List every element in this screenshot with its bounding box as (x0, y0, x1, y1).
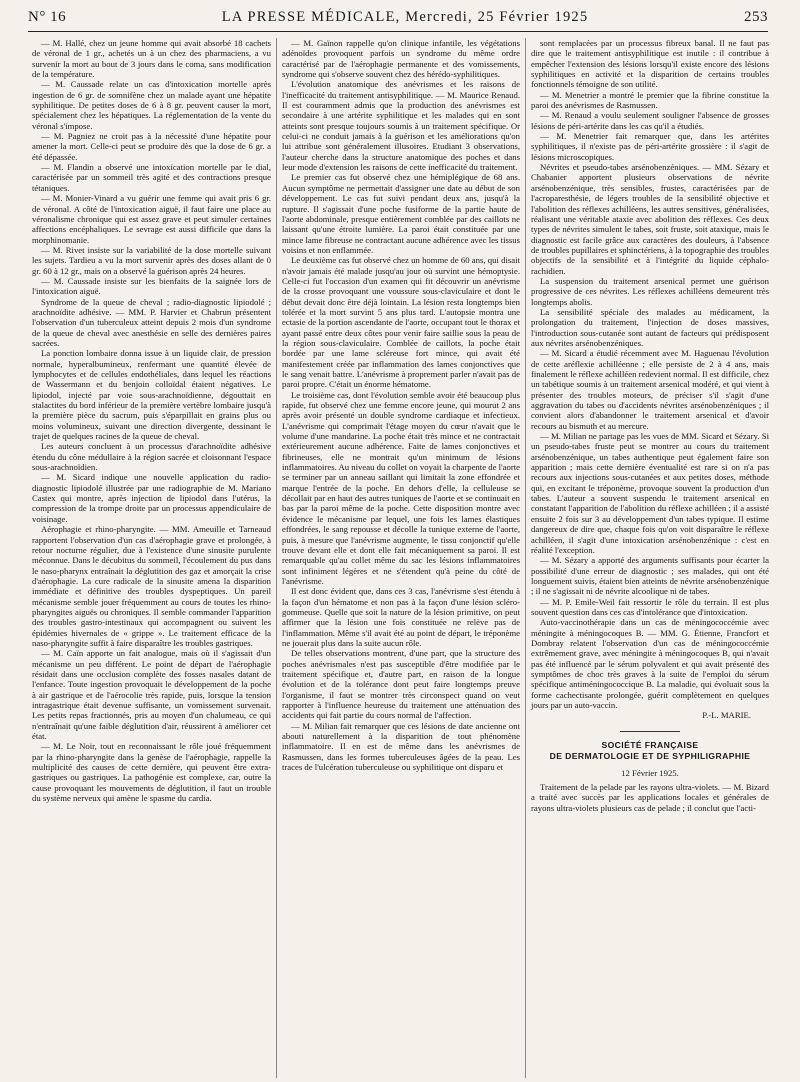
society-name-line2: DE DERMATOLOGIE ET DE SYPHILIGRAPHIE (549, 750, 751, 761)
paragraph: — M. Sicard indique une nouvelle application du radio-diagnostic lipiodolé illustrée par une radiographie de M. Mariano Castex qui montre, après injection de lipiodol dans l'utérus, la compression de la trompe droite par un processus appendiculaire de voisinage. (32, 472, 271, 524)
paragraph: — M. Sézary a apporté des arguments suffisants pour écarter la possibilité d'une erreur de diagnostic ; ses malades, qui ont été longuement suivis, étaient bien atteints de névrite arsénobenzénique ; il ne s'agissait ni de névrite alcoolique ni de tabes. (531, 555, 769, 597)
paragraph: Traitement de la pelade par les rayons ultra-violets. — M. Bizard a traité avec succès par les applications locales et générales de rayons ultra-violets plusieurs cas de pelade ; il conclut que l'acti- (531, 782, 769, 813)
header-rule (28, 31, 768, 32)
column-3-paragraphs (531, 38, 769, 710)
paragraph: Auto-vaccinothérapie dans un cas de méningococcémie avec méningite à méningocoques B. — MM. G. Étienne, Francfort et Dombray relatent l'observation d'un cas de méningococcémie extrêmement grave, avec méningite à méningocoques B, qui n'avait pas été influencé par le sérum polyvalent et qui avait présenté des symptômes de choc très graves à la suite de l'emploi du sérum spécifique antiméningococcique B. La maladie, qui évoluait sous la forme cachectisante prolongée, guérit complètement en quelques jours par un auto-vaccin. (531, 617, 769, 710)
issue-number: N° 16 (28, 8, 67, 25)
paragraph: — M. Renaud a voulu seulement souligner l'absence de grosses lésions de péri-artérite dans les cas qu'il a étudiés. (531, 110, 769, 131)
paragraph: — M. Le Noir, tout en reconnaissant le rôle joué fréquemment par la rhino-pharyngite dans la genèse de l'aérophagie, rappelle la multiplicité des causes de cette dernière, qui peuvent être extra-gastriques ou gastriques. La pathogénie est complexe, car, outre la cause provoquant les mouvements de déglutition, il faut un trouble du système nerveux qui amène le spasme du cardia. (32, 741, 271, 804)
paragraph: Névrites et pseudo-tabes arsénobenzéniques. — MM. Sézary et Chabanier apportent plusieurs observations de névrite arsénobenzénique, très sensibles, frustes, caractérisées par de l'acroparesthésie, de légers troubles de la sensibilité objective et l'abolition des réflexes achilléens, les autres sensitives, généralisées, réalisant une véritable ataxie avec abolition des réflexes. Ces deux types de névrites simulent le tabes, soit fruste, soit ataxique, mais le diagnostic est facile grâce aux caractères des douleurs, à l'absence de troubles pupillaires et sphinctériens, à la topographie des troubles objectifs de la sensibilité et à l'intégrité du liquide céphalo-rachidien. (531, 162, 769, 276)
paragraph: La suspension du traitement arsenical permet une guérison progressive de ces névrites. Les réflexes achilléens demeurent très longtemps abolis. (531, 275, 769, 307)
column-3 (525, 38, 774, 1078)
paragraph: — M. Caussade relate un cas d'intoxication mortelle après ingestion de 6 gr. de somnifène chez un malade ayant une hépatite syphilitique. De petites doses de 6 à 8 gr. peuvent causer la mort, spécialement chez les hépatiques. La réglementation de la vente du véronal s'impose. (32, 79, 271, 131)
paragraph: Le deuxième cas fut observé chez un homme de 60 ans, qui disait n'avoir jamais été malade jusqu'au jour où survint une hémoptysie. Celle-ci fut l'occasion d'un examen qui fit découvrir un anévrisme de la crosse provoquant une voussure sous-claviculaire et dont le début devait donc être déjà lointain. La lésion resta longtemps bien tolérée et la mort survint 5 ans plus tard. L'autopsie montra une ectasie de la portion ascendante de l'aorte, occupant tout le thorax et ayant passé entre deux côtes pour venir faire saillie sous la peau de la région sous-claviculaire. Comblée de caillots, la poche était bordée par une lame scléreuse fort mince, qui avait été manifestement créée par inflammation des lames conjonctives que le sang venait battre. L'anévrisme à proprement parler n'avait pas de paroi propre. C'était un énorme hématome. (282, 255, 520, 390)
paragraph: — M. Hallé, chez un jeune homme qui avait absorbé 18 cachets de véronal de 1 gr., achetés un à un chez des pharmaciens, a vu survenir la mort au bout de 3 jours dans le coma, sans modification de la température. (32, 38, 271, 80)
column-2 (276, 38, 525, 1078)
society-heading (531, 731, 769, 778)
paragraph: Il est donc évident que, dans ces 3 cas, l'anévrisme s'est étendu à la façon d'un hématome et non pas à la façon d'une lésion scléro-gommeuse. Quelle que soit la nature de la lésion primitive, on peut affirmer que la lésion une fois constituée ne relève pas de l'inflammation. Même s'il avait été au point de départ, le tréponème ne jouerait plus dans la suite aucun rôle. (282, 586, 520, 648)
paragraph: Le premier cas fut observé chez une hémiplégique de 68 ans. Aucun symptôme ne permettait d'assigner une date au début de son développement. Le cas fut suivi pendant deux ans, jusqu'à la rupture. Il s'agissait d'une poche fusiforme de la partie haute de l'aorte abdominale, presque entièrement comblée par des caillots ne laissant qu'une étroite lumière. La paroi était constituée par une mince lame fibreuse ne contractant aucune adhérence avec les tissus voisins et non enflammée. (282, 172, 520, 255)
paragraph: — M. Caïn apporte un fait analogue, mais où il s'agissait d'un mécanisme un peu différent. Le point de départ de l'aérophagie résidait dans une occlusion complète des fosses nasales datant de l'enfance. Toute ingestion provoquait le développement de la poche à air gastrique et de l'aérocolie très rapide, puis, lorsque la tension intragastrique était devenue suffisante, un vomissement survenait. Les petits repas fractionnés, pris au moyen d'un chalumeau, ce qui n'entraînait qu'une faible déglutition d'air, réussirent à améliorer cet état. (32, 648, 271, 742)
paragraph: — M. Menetrier fait remarquer que, dans les artérites syphilitiques, il n'existe pas de péri-artérite grossière : il s'agit de lésions microscopiques. (531, 131, 769, 162)
section-divider (620, 731, 680, 732)
meeting-date: 12 Février 1925. (621, 767, 679, 778)
paragraph: Syndrome de la queue de cheval ; radio-diagnostic lipiodolé ; arachnoïdite adhésive. — MM. P. Harvier et Chabrun présentent l'observation d'un tuberculeux atteint depuis 2 mois d'un syndrome de la queue de cheval avec anesthésie en selle des dernières paires sacrées. (32, 296, 271, 348)
paragraph: — M. Gaïnon rappelle qu'on clinique infantile, les végétations adénoïdes provoquent parfois un syndrome du même ordre caractérisé par de l'aérophagie permanente et des vomissements, syndrome qui s'observe souvent chez des hérédo-syphilitiques. (282, 38, 520, 80)
column-3-after-heading (531, 782, 769, 813)
paragraph: — M. Flandin a observé une intoxication mortelle par le dial, caractérisée par un sommeil très agité et des contractions presque tétaniques. (32, 162, 271, 193)
journal-title: LA PRESSE MÉDICALE, Mercredi, 25 Février 1925 (221, 8, 589, 25)
paragraph: — M. Pagniez ne croit pas à la nécessité d'une hépatite pour amener la mort. Celle-ci peut se produire dès que la dose de 6 gr. a été dépassée. (32, 131, 271, 162)
paragraph: — M. Rivet insiste sur la variabilité de la dose mortelle suivant les sujets. Tardieu a vu la mort survenir après des doses allant de 0 gr. 60 à 12 gr., mais on a observé la guérison après 24 heures. (32, 244, 271, 276)
paragraph: La ponction lombaire donna issue à un liquide clair, de pression normale, hyperalbumineux, renfermant une quantité élevée de lymphocytes et de cellules endothéliales, dans lequel les réactions de Wassermann et du benjoin colloïdal étaient négatives. Le lipiodol, injecté par voie sous-arachnoïdienne, dégouttait en stalactites du bord inférieur de la première vertèbre lombaire jusqu'à la première pièce du sacrum, puis s'éparpillait en grains plus ou moins volumineux, suivant une direction divergente, dessinant le trajet de quelques racines de la queue de cheval. (32, 348, 271, 442)
page-header (28, 4, 768, 30)
paragraph: — M. Sicard a étudié récemment avec M. Haguenau l'évolution de cette aréflexie achilléenne ; elle persiste de 2 à 4 ans, mais finalement le réflexe achilléen redevient normal. Il est difficile, chez un tabétique soumis à un traitement arsenical modéré, et qui vient à présenter des troubles moteurs, de préciser s'il s'agit d'une aggravation du tabes ou d'accidents névrites arsénobenzéniques ; il convient alors d'abandonner le traitement arsenical et d'avoir recours au bismuth et au mercure. (531, 348, 769, 431)
paragraph: — M. Milian ne partage pas les vues de MM. Sicard et Sézary. Si un pseudo-tabes fruste peut se montrer au cours du traitement arsénobenzénique, un tabes authentique peut également faire son apparition ; mais cette dernière éventualité est rare si on n'a pas recours aux injections sous-cutanées et aux petites doses, méthode qui, en excitant le tréponème, provoque souvent la production d'un tabes. L'auteur a souvent suspendu le traitement arsenical en constatant l'apparition de l'abolition du réflexe achilléen ; il a assisté ensuite 2 fois sur 3 au développement d'un tabes typique. Il estime dangereux de dire que, chaque fois qu'on voit disparaître le réflexe achilléen, il s'agit d'une intoxication arsénobenzénique : c'est en réalité l'exception. (531, 431, 769, 555)
paragraph: — M. Menetrier a montré le premier que la fibrine constitue la paroi des anévrismes de Rasmussen. (531, 89, 769, 111)
paragraph: La sensibilité spéciale des malades au médicament, la prolongation du traitement, l'injection de doses massives, l'introduction sous-cutanée sont autant de facteurs qui prédisposent aux névrites arsénobenzéniques. (531, 306, 769, 348)
paragraph: — M. Milian fait remarquer que ces lésions de date ancienne ont abouti naturellement à la disparition de tout phénomène inflammatoire. Il en est de même dans les anévrismes de Rasmussen, dans les formes tuberculeuses âgées de la peau. Les traces de l'ulcération tuberculeuse ou syphilitique ont disparu et (282, 720, 520, 773)
author-signature: P.-L. MARIE. (702, 710, 751, 721)
paragraph: Aérophagie et rhino-pharyngite. — MM. Ameuille et Tarneaud rapportent l'observation d'un cas d'aérophagie grave et prolongée, à retour nocturne régulier, due à l'existence d'une sinusite purulente méconnue. Dans le décubitus du sommeil, l'écoulement du pus dans le naso-pharynx entraînait la déglutition des gaz et amorçait la crise d'aérophagie. La cure radicale de la sinusite amena la disparition immédiate et définitive des troubles dyspeptiques. Un pareil mécanisme semble jouer fréquemment au cours de toutes les rhino-pharyngites aiguës ou chroniques. Il semble commander l'apparition des troubles gastro-intestinaux qui accompagnent ou suivent les épidémies hivernales de « grippe ». Le traitement efficace de la naso-pharyngite suffit à faire disparaître les troubles gastriques. (32, 524, 271, 648)
column-1 (27, 38, 276, 1078)
page-number: 253 (744, 8, 768, 25)
paragraph: — M. P. Emile-Weil fait ressortir le rôle du terrain. Il est plus souvent question dans ces cas d'intolérance que d'intoxication. (531, 596, 769, 617)
paragraph: sont remplacées par un processus fibreux banal. Il ne faut pas dire que le traitement antisyphilitique est inutile : il contribue à empêcher l'extension des lésions lorsqu'il existe encore des lésions syphilitiques en activité et la disparition de certains troubles fonctionnels témoigne de son utilité. (531, 38, 769, 90)
society-name-line1: SOCIÉTÉ FRANÇAISE (601, 739, 699, 750)
paragraph: L'évolution anatomique des anévrismes et les raisons de l'inefficacité du traitement antisyphilitique. — M. Maurice Renaud. Il est couramment admis que la production des anévrismes est secondaire à une artérite syphilitique et les malades qui en sont atteints sont presque toujours soumis à un traitement spécifique. Or celui-ci ne conduit jamais à la guérison et les améliorations qu'on lui attribue sont généralement illusoires. Etudiant 3 observations, l'auteur cherche dans la structure anatomique des poches et dans leur mode d'extension les raisons de cette inefficacité du traitement. (282, 79, 520, 173)
paragraph: — M. Caussade insiste sur les bienfaits de la saignée lors de l'intoxication aiguë. (32, 275, 271, 297)
paragraph: Le troisième cas, dont l'évolution semble avoir été beaucoup plus rapide, fut observé chez une femme encore jeune, qui mourut 2 ans après avoir présenté un double syndrome cardiaque et infectieux. L'anévrisme qui comprimait l'étage moyen du cœur n'avait que le volume d'une mandarine. La poche était très mince et ne contractait extérieurement aucune adhérence. Faite de lames conjonctives et fibrineuses, elle ne montrait qu'un minimum de lésions inflammatoires. Au niveau du collet on voyait la charpente de l'aorte se terminer par un anneau saillant qui limitait la zone effondrée et marque l'entrée de la poche. En dehors d'elle, la celluleuse se décollait par en haut des autres tuniques de l'aorte et se continuait en bas par la paroi même de la poche. Cette disposition montre avec évidence le mécanisme par lequel, une fois les lames élastiques effondrées, le sang repousse et décolle la tunique externe de l'aorte, puis, à mesure que l'anévrisme augmente, le tissu conjonctif qu'elle trouve devant elle et dont elle fait mécaniquement sa paroi. Il est remarquable qu'au collet même du sac les lésions inflammatoires sont infiniment légères et ne s'étendent qu'à peine du côté de l'anévrisme. (282, 389, 520, 586)
paragraph: De telles observations montrent, d'une part, que la structure des poches anévrismales n'est pas susceptible d'être modifiée par le traitement spécifique et, d'autre part, en raison de la longue évolution et de la tolérance dont peut faire longtemps preuve l'organisme, il faut se montrer très circonspect quand on veut rapporter à l'influence heureuse du traitement une atténuation des accidents qui fait partie du cours normal de l'affection. (282, 648, 520, 721)
text-columns (27, 38, 775, 1078)
paragraph: — M. Monier-Vinard a vu guérir une femme qui avait pris 6 gr. de véronal. A côté de l'intoxication aiguë, il faut faire une place au véronalisme chronique qui est assez grave et peut simuler certaines affections encéphaliques. Le sevrage est aussi difficile que dans la morphinomanie. (32, 193, 271, 245)
paragraph: Les auteurs concluent à un processus d'arachnoïdite adhésive étendu du cône médullaire à la région sacrée et cloisonnant l'espace sous-arachnoïdien. (32, 441, 271, 473)
